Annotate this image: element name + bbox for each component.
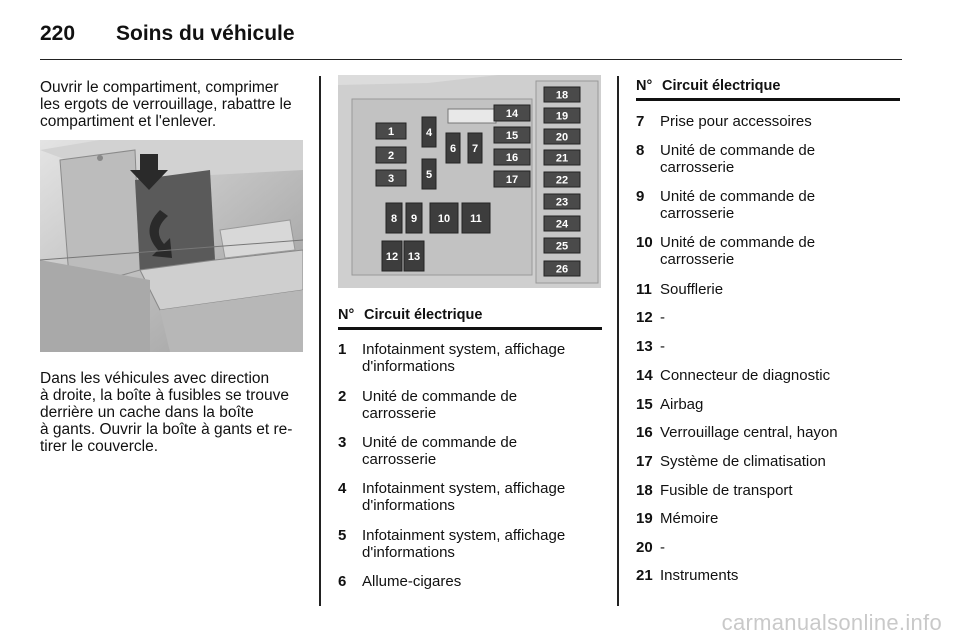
fuse-label: 24 [555, 218, 569, 231]
header-number: N° [636, 78, 653, 94]
fuse-number: 4 [338, 480, 347, 497]
fuse-number: 12 [636, 309, 653, 326]
fuse-number: 9 [636, 188, 645, 205]
circuit-description: Infotainment system, affichage d'informations [362, 480, 566, 514]
fuse-label: 1 [387, 126, 395, 138]
fuse-label: 15 [505, 130, 519, 142]
fuse-number: 20 [636, 539, 653, 556]
circuit-description: Instruments [660, 567, 739, 584]
circuit-description: Prise pour accessoires [660, 113, 812, 130]
column-divider-left [319, 76, 321, 606]
glovebox-photo [40, 140, 303, 352]
instruction-paragraph-1: Ouvrir le compartiment, comprimer les ergots de verrouillage, rabattre le compartiment et l'enlever. [40, 79, 292, 130]
fuse-label: 16 [505, 152, 519, 164]
fuse-label: 8 [390, 213, 398, 225]
table-header [338, 304, 602, 330]
table-row [636, 539, 900, 556]
table-row [636, 113, 900, 130]
fuse-number: 16 [636, 424, 653, 441]
circuit-description: Unité de commande de carrosserie [362, 388, 518, 422]
fuse-number: 11 [636, 281, 652, 298]
fuse-label: 14 [505, 108, 519, 120]
fuse-number: 2 [338, 388, 347, 405]
circuit-description: Mémoire [660, 510, 719, 527]
fuse-label: 20 [555, 131, 569, 144]
table-header [636, 75, 900, 101]
table-row [636, 188, 900, 222]
fuse-number: 3 [338, 434, 347, 451]
fuse-label: 2 [387, 150, 395, 162]
table-row [338, 527, 602, 561]
fuse-number: 5 [338, 527, 347, 544]
fuse-number: 21 [636, 567, 653, 584]
fuse-label: 9 [410, 213, 418, 225]
page-header [40, 18, 902, 60]
fuse-label: 23 [555, 196, 569, 209]
fuse-label: 13 [407, 251, 421, 263]
fuse-number: 15 [636, 396, 653, 413]
fuse-number: 8 [636, 142, 645, 159]
fuse-label: 12 [385, 251, 399, 263]
circuit-description: Soufflerie [660, 281, 724, 298]
circuit-description: - [660, 539, 665, 556]
fuse-label: 25 [555, 240, 569, 253]
circuit-description: - [660, 338, 665, 355]
header-title: Circuit électrique [364, 307, 483, 323]
fuse-label: 5 [425, 169, 433, 181]
table-row [636, 142, 900, 176]
circuit-description: Connecteur de diagnostic [660, 367, 831, 384]
circuit-description: Airbag [660, 396, 704, 413]
fuse-label: 3 [387, 173, 395, 185]
table-row [636, 510, 900, 527]
table-row [636, 234, 900, 268]
fuse-label: 11 [470, 213, 482, 225]
fuse-number: 14 [636, 367, 653, 384]
table-row [338, 388, 602, 422]
fuse-number: 10 [636, 234, 653, 251]
fuse-number: 1 [338, 341, 347, 358]
fuse-label: 22 [555, 174, 569, 187]
fuse-number: 17 [636, 453, 653, 470]
watermark: carmanualsonline.info [721, 610, 942, 635]
table-row [636, 338, 900, 355]
circuit-description: Verrouillage central, hayon [660, 424, 838, 441]
column-divider-right [617, 76, 619, 606]
circuit-description: Unité de commande de carrosserie [660, 234, 816, 268]
table-row [338, 434, 602, 468]
fuse-number: 13 [636, 338, 653, 355]
fuse-label: 18 [555, 89, 569, 102]
fuse-box-diagram [338, 75, 601, 288]
table-row [636, 367, 900, 384]
circuit-description: Allume-cigares [362, 573, 462, 590]
page-number: 220 [40, 22, 76, 45]
section-title: Soins du véhicule [116, 22, 295, 45]
circuit-description: Infotainment system, affichage d'informations [362, 341, 566, 375]
table-row [338, 480, 602, 514]
fuse-number: 6 [338, 573, 347, 590]
table-row [636, 396, 900, 413]
header-title: Circuit électrique [662, 78, 781, 94]
fuse-label: 17 [505, 174, 519, 186]
table-row [338, 341, 602, 375]
fuse-number: 18 [636, 482, 653, 499]
circuit-description: Système de climatisation [660, 453, 826, 470]
instruction-paragraph-2: Dans les véhicules avec direction à droite, la boîte à fusibles se trouve derrière un cache dans la boîte à gants. Ouvrir la boîte à gants et re- tirer le couvercle. [40, 370, 293, 455]
fuse-number: 7 [636, 113, 645, 130]
table-row [636, 567, 900, 584]
fuse-label: 21 [555, 152, 569, 165]
table-row [338, 573, 602, 590]
circuit-description: Unité de commande de carrosserie [660, 142, 816, 176]
fuse-number: 19 [636, 510, 653, 527]
table-row [636, 482, 900, 499]
fuse-label: 6 [449, 143, 457, 155]
fuse-table-right [636, 75, 900, 101]
table-row [636, 281, 900, 298]
fuse-label: 4 [425, 127, 433, 139]
fuse-label: 7 [471, 143, 479, 155]
fuse-label: 10 [437, 213, 451, 225]
table-row [636, 453, 900, 470]
table-row [636, 309, 900, 326]
circuit-description: Unité de commande de carrosserie [660, 188, 816, 222]
fuse-label: 19 [555, 110, 569, 123]
circuit-description: Infotainment system, affichage d'informations [362, 527, 566, 561]
circuit-description: Fusible de transport [660, 482, 793, 499]
table-row [636, 424, 900, 441]
circuit-description: Unité de commande de carrosserie [362, 434, 518, 468]
circuit-description: - [660, 309, 665, 326]
fuse-label: 26 [555, 263, 569, 276]
header-number: N° [338, 307, 355, 323]
fuse-table-middle [338, 304, 602, 330]
